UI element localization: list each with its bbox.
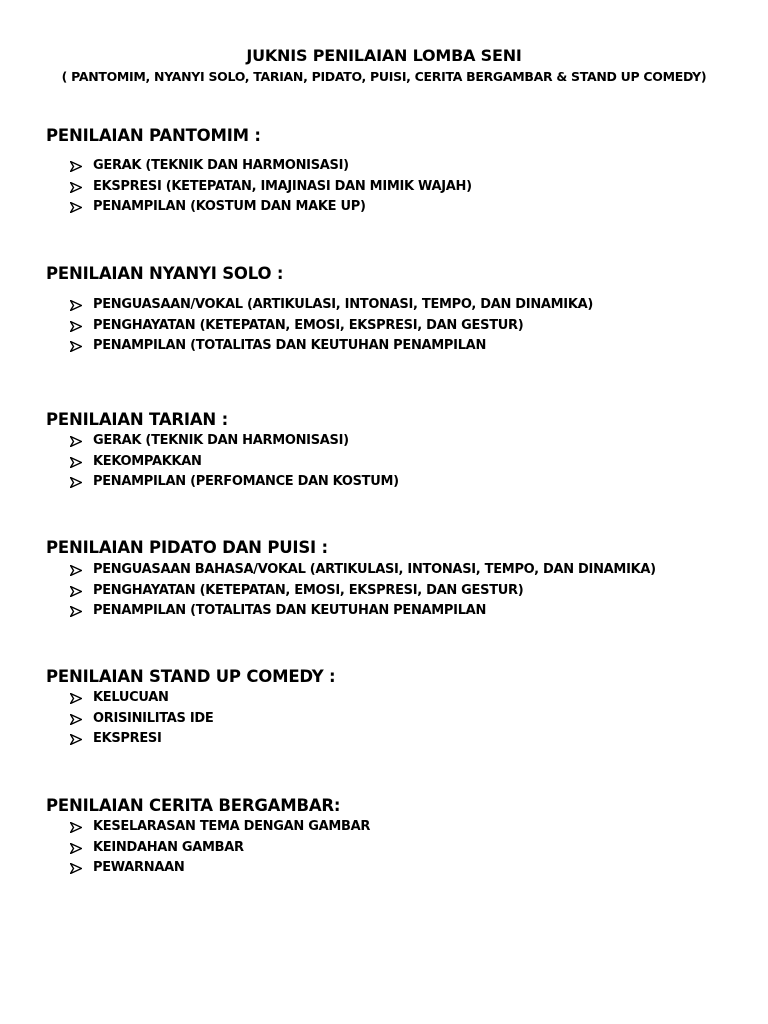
list-item <box>46 601 656 622</box>
arrowhead-bullet-icon <box>70 321 82 332</box>
list-item-text: PENAMPILAN (PERFOMANCE DAN KOSTUM) <box>93 474 399 489</box>
list-item-text: PEWARNAAN <box>93 860 185 875</box>
document-subtitle: ( PANTOMIM, NYANYI SOLO, TARIAN, PIDATO, PUISI, CERITA BERGAMBAR & STAND UP COMEDY) <box>61 69 707 84</box>
list-item <box>46 316 593 337</box>
arrowhead-bullet-icon <box>70 565 82 576</box>
list-item-text: KELUCUAN <box>93 690 169 705</box>
list-item <box>46 177 472 198</box>
arrowhead-bullet-icon <box>70 863 82 874</box>
criteria-list <box>46 688 213 750</box>
section-heading: PENILAIAN NYANYI SOLO : <box>46 264 284 283</box>
arrowhead-bullet-icon <box>70 606 82 617</box>
arrowhead-bullet-icon <box>70 161 82 172</box>
arrowhead-bullet-icon <box>70 182 82 193</box>
arrowhead-bullet-icon <box>70 436 82 447</box>
criteria-list <box>46 817 370 879</box>
list-item <box>46 581 656 602</box>
list-item-text: PENGUASAAN BAHASA/VOKAL (ARTIKULASI, INTONASI, TEMPO, DAN DINAMIKA) <box>93 562 656 577</box>
arrowhead-bullet-icon <box>70 822 82 833</box>
section-heading: PENILAIAN PANTOMIM : <box>46 126 261 145</box>
document-title: JUKNIS PENILAIAN LOMBA SENI <box>246 46 522 65</box>
section-heading: PENILAIAN CERITA BERGAMBAR: <box>46 796 341 815</box>
arrowhead-bullet-icon <box>70 202 82 213</box>
arrowhead-bullet-icon <box>70 693 82 704</box>
list-item <box>46 197 472 218</box>
section <box>46 537 746 618</box>
section <box>46 666 746 746</box>
list-item-text: PENGHAYATAN (KETEPATAN, EMOSI, EKSPRESI, DAN GESTUR) <box>93 317 524 333</box>
arrowhead-bullet-icon <box>70 843 82 854</box>
criteria-list <box>46 431 399 493</box>
list-item <box>46 560 656 581</box>
section-heading: PENILAIAN STAND UP COMEDY : <box>46 667 336 686</box>
list-item-text: EKSPRESI (KETEPATAN, IMAJINASI DAN MIMIK WAJAH) <box>93 178 472 194</box>
section <box>46 409 746 489</box>
list-item <box>46 858 370 879</box>
criteria-list <box>46 156 472 218</box>
list-item <box>46 156 472 177</box>
list-item-text: PENAMPILAN (TOTALITAS DAN KEUTUHAN PENAMPILAN <box>93 603 487 618</box>
section <box>46 125 746 214</box>
list-item-text: ORISINILITAS IDE <box>93 710 214 726</box>
list-item <box>46 431 399 452</box>
list-item-text: PENGHAYATAN (KETEPATAN, EMOSI, EKSPRESI, DAN GESTUR) <box>93 582 524 598</box>
arrowhead-bullet-icon <box>70 477 82 488</box>
arrowhead-bullet-icon <box>70 734 82 745</box>
section-heading: PENILAIAN PIDATO DAN PUISI : <box>46 538 328 557</box>
list-item-text: PENGUASAAN/VOKAL (ARTIKULASI, INTONASI, TEMPO, DAN DINAMIKA) <box>93 297 594 312</box>
list-item <box>46 729 213 750</box>
list-item <box>46 295 593 316</box>
arrowhead-bullet-icon <box>70 457 82 468</box>
list-item-text: PENAMPILAN (TOTALITAS DAN KEUTUHAN PENAMPILAN <box>93 338 487 353</box>
list-item-text: KESELARASAN TEMA DENGAN GAMBAR <box>93 819 371 834</box>
arrowhead-bullet-icon <box>70 714 82 725</box>
list-item <box>46 688 213 709</box>
criteria-list <box>46 560 656 622</box>
list-item <box>46 838 370 859</box>
list-item-text: GERAK (TEKNIK DAN HARMONISASI) <box>93 433 349 448</box>
section <box>46 263 746 353</box>
section-heading: PENILAIAN TARIAN : <box>46 410 228 429</box>
list-item <box>46 336 593 357</box>
section <box>46 795 746 875</box>
list-item-text: KEINDAHAN GAMBAR <box>93 839 244 855</box>
list-item <box>46 452 399 473</box>
arrowhead-bullet-icon <box>70 300 82 311</box>
list-item-text: EKSPRESI <box>93 731 162 746</box>
arrowhead-bullet-icon <box>70 586 82 597</box>
list-item-text: PENAMPILAN (KOSTUM DAN MAKE UP) <box>93 199 366 214</box>
list-item-text: KEKOMPAKKAN <box>93 453 202 469</box>
list-item <box>46 472 399 493</box>
criteria-list <box>46 295 593 357</box>
list-item-text: GERAK (TEKNIK DAN HARMONISASI) <box>93 158 349 173</box>
list-item <box>46 709 213 730</box>
list-item <box>46 817 370 838</box>
arrowhead-bullet-icon <box>70 341 82 352</box>
